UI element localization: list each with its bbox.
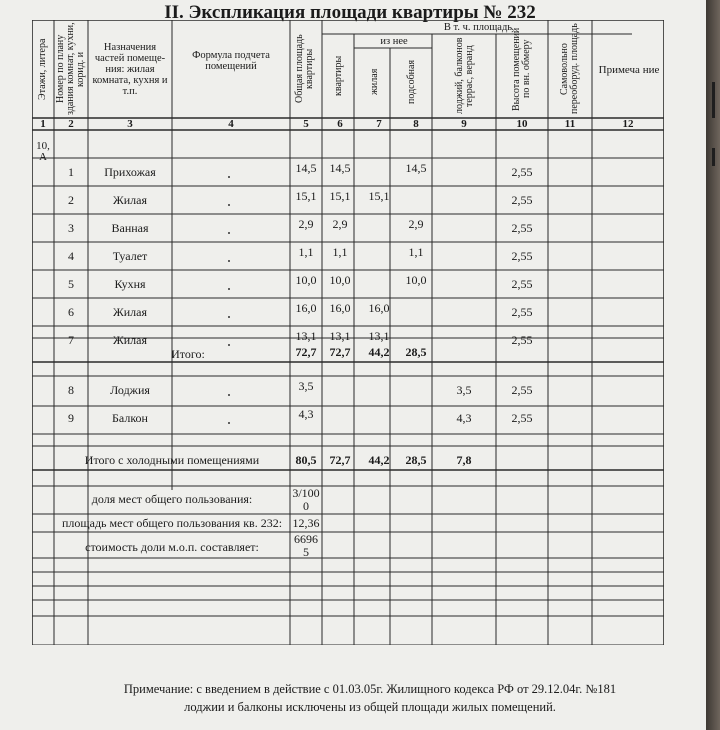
room-apartment-area: 1,1 — [332, 245, 348, 259]
column-number: 10 — [516, 118, 528, 130]
room-living-area — [358, 266, 400, 294]
total-cold-living: 44,2 — [368, 453, 390, 467]
room-name: Прихожая — [104, 165, 156, 179]
room-total-area: 10,0 — [295, 273, 317, 287]
room-height: 2,55 — [511, 305, 533, 319]
header-total-area: Общая площадь квартиры — [294, 34, 315, 104]
room-height: 2,55 — [511, 277, 533, 291]
room-auxiliary-area: 1,1 — [408, 245, 424, 259]
footnote-line2: лоджии и балконы исключены из общей площади жилых помещений. — [184, 700, 556, 714]
room-name: Жилая — [112, 305, 147, 319]
room-total-area: 14,5 — [295, 161, 317, 175]
header-loggia: лоджий, балконов террас, веранд — [454, 37, 475, 115]
cold-room-number: 9 — [68, 411, 74, 425]
room-height: 2,55 — [511, 165, 533, 179]
header-self-built: Самовольно переоборуд. площадь — [559, 23, 580, 115]
common-cost-value-line2: 5 — [303, 545, 309, 559]
header-height: Высота помещений по вн. обмеру — [511, 27, 532, 111]
total-cold-apartment: 72,7 — [329, 453, 351, 467]
common-area-value: 12,36 — [292, 516, 320, 530]
formula-dot — [228, 176, 230, 178]
header-of-which: из нее — [380, 35, 408, 47]
room-apartment-area: 16,0 — [329, 301, 351, 315]
room-total-area: 16,0 — [295, 301, 317, 315]
header-floor: Этажи, литера — [37, 38, 48, 100]
cold-room-loggia-area: 4,3 — [456, 411, 472, 425]
page-title: II. Экспликация площади квартиры № 232 — [164, 2, 536, 23]
column-number: 3 — [127, 118, 133, 130]
room-number: 1 — [68, 165, 74, 179]
total-cold-label: Итого с холодными помещениями — [84, 453, 260, 467]
column-number: 2 — [68, 118, 74, 130]
formula-dot — [228, 394, 230, 396]
formula-dot — [228, 260, 230, 262]
cold-room-number: 8 — [68, 383, 74, 397]
column-number: 9 — [461, 118, 467, 130]
room-loggia-area — [432, 242, 496, 270]
room-loggia-area — [432, 270, 496, 298]
common-cost-value — [290, 532, 322, 560]
subtotal-apartment: 72,7 — [329, 345, 351, 359]
cold-room-loggia-area: 3,5 — [456, 383, 472, 397]
floor-value: 10, А — [36, 140, 50, 163]
room-auxiliary-area: 10,0 — [405, 273, 427, 287]
header-note: Примеча ние — [598, 63, 660, 76]
room-living-area: 13,1 — [368, 329, 390, 343]
column-number: 12 — [622, 118, 634, 130]
cold-room-name: Лоджия — [110, 383, 150, 397]
edge-mark — [712, 148, 715, 166]
header-plan-number: Номер по плану здания комнат, кухни, корид. и — [55, 22, 86, 116]
room-living-area: 15,1 — [368, 189, 390, 203]
room-number: 6 — [68, 305, 74, 319]
common-cost-value-line1: 6696 — [294, 532, 318, 546]
common-share-value — [290, 486, 322, 514]
header-formula: Формула подчета помещений — [192, 50, 270, 72]
header-apartment: квартиры — [333, 55, 344, 97]
room-living-area: 16,0 — [368, 301, 390, 315]
room-height: 2,55 — [511, 333, 533, 347]
room-name: Жилая — [112, 333, 147, 347]
room-loggia-area — [432, 214, 496, 242]
header-in-total: В т. ч. площадь — [443, 21, 513, 33]
formula-dot — [228, 288, 230, 290]
edge-mark — [712, 82, 715, 118]
room-name: Туалет — [112, 249, 148, 263]
room-living-area — [358, 154, 400, 182]
subtotal-label: Итого: — [171, 347, 205, 361]
column-number: 8 — [413, 118, 419, 130]
formula-dot — [228, 232, 230, 234]
header-purpose: Назначения частей помеще-ния: жилая комната, кухня и т.п. — [92, 41, 168, 97]
cold-room-height: 2,55 — [511, 383, 533, 397]
room-loggia-area — [432, 186, 496, 214]
common-share-label: доля мест общего пользования: — [91, 492, 253, 506]
room-number: 2 — [68, 193, 74, 207]
formula-dot — [228, 422, 230, 424]
room-apartment-area: 15,1 — [329, 189, 351, 203]
column-number: 7 — [376, 118, 382, 130]
column-number: 4 — [228, 118, 234, 130]
column-number: 1 — [40, 118, 46, 130]
room-height: 2,55 — [511, 193, 533, 207]
room-auxiliary-area — [400, 294, 432, 322]
room-auxiliary-area: 14,5 — [405, 161, 427, 175]
room-height: 2,55 — [511, 249, 533, 263]
room-apartment-area: 10,0 — [329, 273, 351, 287]
room-number: 4 — [68, 249, 74, 263]
room-number: 3 — [68, 221, 74, 235]
room-total-area: 1,1 — [298, 245, 314, 259]
column-number: 6 — [337, 118, 343, 130]
subtotal-living: 44,2 — [368, 345, 390, 359]
cold-room-total-area: 3,5 — [298, 379, 314, 393]
common-share-value-line2: 0 — [303, 499, 309, 513]
room-number: 7 — [68, 333, 74, 347]
room-name: Ванная — [111, 221, 149, 235]
room-number: 5 — [68, 277, 74, 291]
cold-room-height: 2,55 — [511, 411, 533, 425]
footnote-line1: Примечание: с введением в действие с 01.03.05г. Жилищного кодекса РФ от 29.12.04г. №181 — [123, 682, 617, 696]
room-auxiliary-area: 2,9 — [408, 217, 424, 231]
common-share-value-line1: 3/100 — [292, 486, 320, 500]
common-cost-label: стоимость доли м.о.п. составляет: — [85, 540, 259, 554]
room-apartment-area: 14,5 — [329, 161, 351, 175]
room-name: Кухня — [114, 277, 146, 291]
common-area-label: площадь мест общего пользования кв. 232: — [61, 516, 283, 530]
room-apartment-area: 13,1 — [329, 329, 351, 343]
column-number: 11 — [564, 118, 576, 130]
room-total-area: 13,1 — [295, 329, 317, 343]
room-auxiliary-area — [400, 182, 432, 210]
room-apartment-area: 2,9 — [332, 217, 348, 231]
room-height: 2,55 — [511, 221, 533, 235]
header-auxiliary: подсобная — [406, 59, 417, 105]
total-cold-total: 80,5 — [295, 453, 317, 467]
room-living-area — [358, 210, 400, 238]
formula-dot — [228, 316, 230, 318]
subtotal-auxiliary: 28,5 — [405, 345, 427, 359]
room-living-area — [358, 238, 400, 266]
cold-room-total-area: 4,3 — [298, 407, 314, 421]
formula-dot — [228, 204, 230, 206]
column-number: 5 — [303, 118, 309, 130]
room-loggia-area — [432, 326, 496, 354]
room-total-area: 2,9 — [298, 217, 314, 231]
room-loggia-area — [432, 298, 496, 326]
room-total-area: 15,1 — [295, 189, 317, 203]
total-cold-loggia: 7,8 — [456, 453, 472, 467]
total-cold-auxiliary: 28,5 — [405, 453, 427, 467]
cold-room-name: Балкон — [112, 411, 148, 425]
room-name: Жилая — [112, 193, 147, 207]
header-living: жилая — [369, 68, 380, 96]
subtotal-total: 72,7 — [295, 345, 317, 359]
room-loggia-area — [432, 158, 496, 186]
